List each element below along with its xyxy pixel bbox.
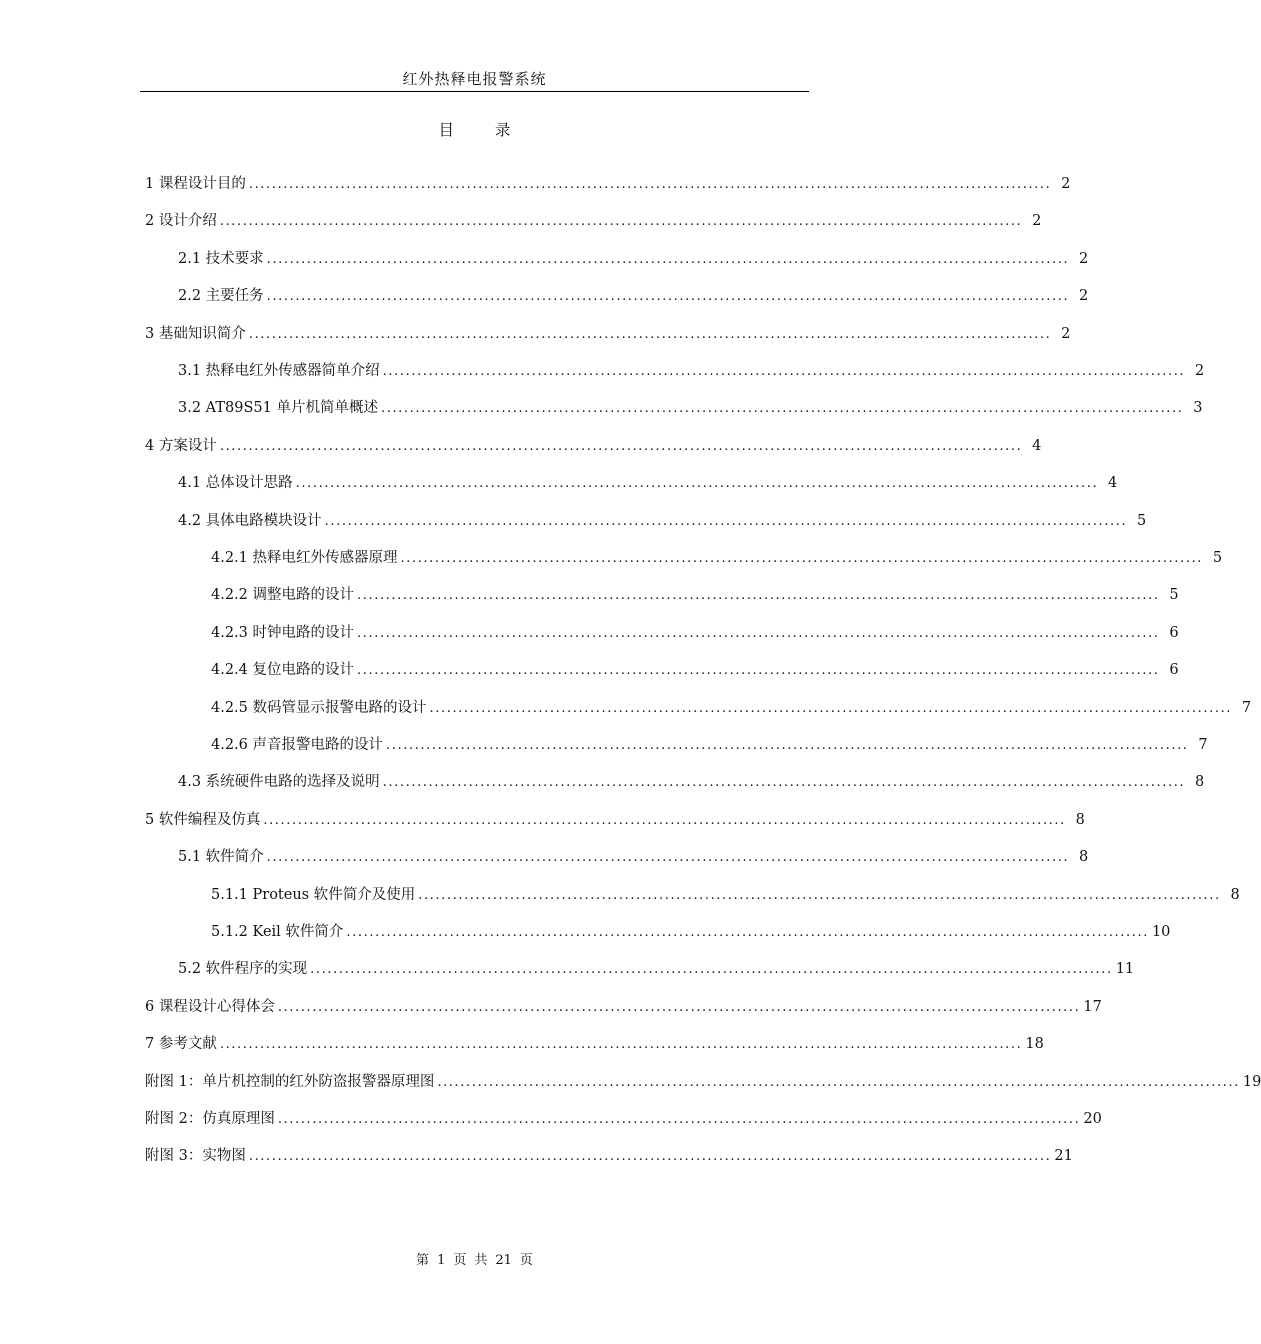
toc-entry[interactable] [145,811,1085,830]
toc-entry-page: 21 [1054,1148,1073,1165]
toc-entry[interactable] [211,886,1240,905]
toc-entry-label: 3 基础知识简介 [145,325,246,342]
toc-leader-dots: ............................................................................................................................................ [248,326,1052,342]
toc-title: 目 录 [438,121,529,139]
toc-leader-dots: ............................................................................................................................................ [346,925,1149,940]
toc-entry[interactable] [211,699,1252,718]
toc-leader-dots: ............................................................................................................................................ [382,775,1186,791]
toc-entry[interactable] [211,624,1179,643]
toc-entry-page: 6 [1169,624,1179,641]
toc-entry[interactable] [178,474,1118,493]
toc-leader-dots: ............................................................................................................................................ [248,1149,1052,1165]
toc-leader-dots: ............................................................................................................................................ [357,663,1160,679]
toc-entry-label: 附图 1：单片机控制的红外防盗报警器原理图 [145,1073,435,1090]
toc-entry-page: 8 [1075,811,1085,828]
toc-entry[interactable] [145,1073,1261,1092]
toc-leader-dots: ............................................................................................................................................ [277,1112,1081,1127]
toc-entry-page: 4 [1107,475,1118,492]
footer-total-pages: 21 [495,1253,512,1268]
header-divider [140,91,809,92]
toc-entry-label: 4.2.3 时钟电路的设计 [211,624,355,641]
toc-entry-label: 4.1 总体设计思路 [178,475,293,492]
toc-entry[interactable] [211,736,1208,755]
toc-entry[interactable] [178,512,1147,531]
toc-entry-page: 19 [1242,1073,1261,1090]
toc-leader-dots: ............................................................................................................................................ [219,438,1023,454]
toc-leader-dots: ............................................................................................................................................ [357,625,1160,641]
toc-entry-label: 3.2 AT89S51 单片机简单概述 [178,400,378,417]
footer-suffix: 页 [519,1253,533,1268]
toc-entry-label: 2.2 主要任务 [178,288,264,305]
toc-leader-dots: ............................................................................................................................................ [357,588,1160,604]
toc-entry[interactable] [211,549,1223,568]
toc-entry-page: 8 [1194,774,1205,791]
toc-leader-dots: ............................................................................................................................................ [418,887,1221,903]
toc-entry-label: 4.2.1 热释电红外传感器原理 [211,550,398,566]
toc-leader-dots: ............................................................................................................................................ [382,364,1186,379]
toc-entry[interactable] [145,1035,1044,1054]
toc-entry[interactable] [211,661,1179,680]
page-footer [140,1249,809,1268]
toc-entry-page: 8 [1230,886,1240,903]
toc-leader-dots: ............................................................................................................................................ [437,1074,1240,1090]
toc-entry[interactable] [145,437,1042,456]
toc-leader-dots: ............................................................................................................................................ [266,251,1070,267]
toc-entry-page: 2 [1061,176,1071,192]
running-header: 红外热释电报警系统 [402,70,547,88]
toc-entry[interactable] [211,586,1179,605]
toc-entry-label: 7 参考文献 [145,1036,217,1053]
toc-entry-label: 附图 2：仿真原理图 [145,1111,275,1127]
toc-leader-dots: ............................................................................................................................................ [248,177,1052,192]
toc-entry-label: 4.2.2 调整电路的设计 [211,587,355,604]
toc-entry-label: 4.2.6 声音报警电路的设计 [211,737,384,753]
toc-leader-dots: ............................................................................................................................................ [266,850,1070,866]
toc-entry-page: 5 [1136,512,1147,529]
toc-entry[interactable] [178,399,1203,418]
toc-entry-page: 2 [1078,288,1089,305]
toc-leader-dots: ............................................................................................................................................ [310,962,1113,978]
toc-entry[interactable] [178,362,1205,381]
toc-entry-page: 7 [1241,699,1252,716]
toc-entry-page: 5 [1212,550,1223,566]
toc-leader-dots: ............................................................................................................................................ [266,289,1070,305]
toc-entry-page: 5 [1169,587,1179,604]
toc-entry-label: 4.2.5 数码管显示报警电路的设计 [211,699,427,716]
toc-entry-page: 17 [1083,998,1102,1015]
toc-entry[interactable] [145,212,1042,231]
toc-entry-page: 10 [1151,924,1171,940]
footer-page-word: 页 [453,1253,467,1268]
toc-entry-page: 2 [1032,213,1042,230]
toc-entry-page: 2 [1061,325,1071,342]
toc-entry[interactable] [178,960,1135,979]
toc-leader-dots: ............................................................................................................................................ [380,401,1184,417]
toc-entry[interactable] [145,325,1071,344]
toc-leader-dots: ............................................................................................................................................ [386,738,1189,753]
toc-entry[interactable] [145,175,1071,194]
toc-entry-label: 5.2 软件程序的实现 [178,961,308,978]
toc-entry-page: 2 [1078,250,1089,267]
toc-entry-label: 2.1 技术要求 [178,250,264,267]
toc-entry-label: 6 课程设计心得体会 [145,998,275,1015]
toc-leader-dots: ............................................................................................................................................ [324,513,1128,529]
toc-entry-label: 4 方案设计 [145,437,217,454]
toc-entry-label: 4.2 具体电路模块设计 [178,512,322,529]
toc-leader-dots: ............................................................................................................................................ [219,1037,1023,1053]
toc-leader-dots: ............................................................................................................................................ [429,700,1233,716]
toc-entry-label: 4.2.4 复位电路的设计 [211,662,355,679]
toc-entry[interactable] [145,1147,1073,1166]
toc-leader-dots: ............................................................................................................................................ [219,214,1023,230]
toc-entry[interactable] [145,1110,1102,1129]
toc-leader-dots: ............................................................................................................................................ [295,476,1099,492]
toc-entry-label: 3.1 热释电红外传感器简单介绍 [178,363,380,379]
toc-entry[interactable] [145,998,1102,1017]
toc-entry-page: 4 [1032,437,1042,454]
toc-entry-label: 2 设计介绍 [145,213,217,230]
toc-entry-page: 18 [1025,1036,1044,1053]
toc-leader-dots: ............................................................................................................................................ [400,551,1204,566]
footer-current-page: 1 [437,1253,446,1268]
toc-entry-label: 附图 3：实物图 [145,1148,246,1165]
footer-prefix: 第 [416,1253,430,1268]
toc-entry-page: 7 [1198,737,1208,753]
toc-entry-label: 4.3 系统硬件电路的选择及说明 [178,774,380,791]
toc-leader-dots: ............................................................................................................................................ [263,812,1066,828]
toc-leader-dots: ............................................................................................................................................ [277,999,1081,1015]
toc-entry[interactable] [178,773,1205,792]
toc-entry-label: 1 课程设计目的 [145,176,246,192]
toc-entry-page: 8 [1078,849,1089,866]
footer-total-prefix: 共 [474,1253,488,1268]
toc-entry-label: 5.1.1 Proteus 软件简介及使用 [211,886,416,903]
toc-entry[interactable] [178,287,1089,306]
toc-entry-page: 20 [1083,1111,1102,1127]
toc-entry-label: 5.1.2 Keil 软件简介 [211,924,344,940]
toc-entry-label: 5 软件编程及仿真 [145,811,261,828]
toc-entry[interactable] [178,250,1089,269]
toc-entry-page: 2 [1194,363,1205,379]
toc-entry[interactable] [211,923,1171,942]
toc-entry[interactable] [178,848,1089,867]
toc-entry-page: 6 [1169,662,1179,679]
toc-entry-page: 3 [1193,400,1203,417]
toc-entry-label: 5.1 软件简介 [178,849,264,866]
toc-entry-page: 11 [1115,961,1135,978]
